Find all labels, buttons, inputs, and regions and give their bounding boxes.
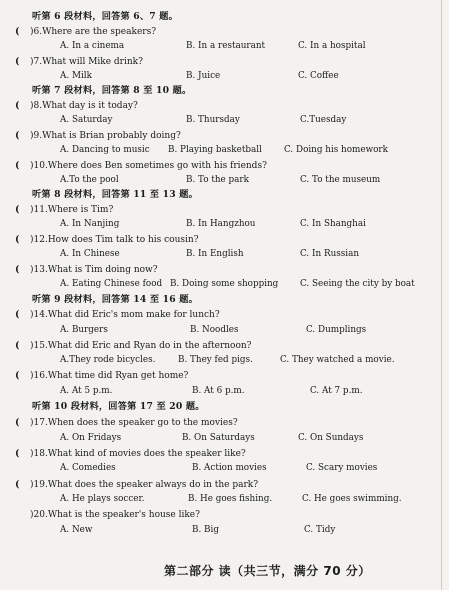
option-a: A.To the pool [60,175,119,185]
question-text: )13.What is Tim doing now? [30,265,158,275]
option-c: C. Seeing the city by boat [300,279,415,289]
option-a: A. In a cinema [60,41,125,51]
option-c: C. On Sundays [298,433,364,443]
option-b: B. At 6 p.m. [192,386,245,396]
part-two-heading: 第二部分 读（共三节，满分 70 分） [164,564,371,578]
question-text: )6.Where are the speakers? [30,27,157,37]
question-text: )17.When does the speaker go to the movies? [30,418,238,428]
answer-paren: ( [15,100,20,111]
question-text: )8.What day is it today? [30,101,138,111]
question-text: )7.What will Mike drink? [30,57,143,67]
option-c: C. Coffee [298,71,339,81]
option-b: B. He goes fishing. [188,494,273,504]
option-a: A. At 5 p.m. [60,386,113,396]
question-text: )19.What does the speaker always do in the park? [30,480,259,490]
option-a: A. He plays soccer. [60,494,145,504]
option-a: A. In Chinese [60,249,120,259]
answer-paren: ( [15,264,20,275]
question-text: )11.Where is Tim? [30,205,114,215]
option-a: A. In Nanjing [60,219,120,229]
section-heading: 听第 8 段材料，回答第 11 至 13 题。 [32,189,199,200]
option-b: B. Thursday [186,115,240,125]
answer-paren: ( [15,370,20,381]
answer-paren: ( [15,204,20,215]
option-b: B. On Saturdays [182,433,255,443]
option-b: B. In English [186,249,244,259]
question-text: )20.What is the speaker's house like? [30,510,200,520]
option-b: B. In a restaurant [186,41,266,51]
option-c: C. They watched a movie. [280,355,395,365]
question-text: )9.What is Brian probably doing? [30,131,181,141]
option-b: B. Action movies [192,463,267,473]
option-b: B. Doing some shopping [170,279,279,289]
option-a: A. Burgers [60,325,108,335]
option-a: A. On Fridays [60,433,122,443]
answer-paren: ( [15,26,20,37]
option-c: C. At 7 p.m. [310,386,363,396]
option-c: C.Tuesday [300,115,347,125]
answer-paren: ( [15,448,20,459]
option-a: A. Dancing to music [60,145,150,155]
option-b: B. Juice [186,71,221,81]
option-b: B. To the park [186,175,249,185]
section-heading: 听第 10 段材料，回答第 17 至 20 题。 [32,401,205,412]
answer-paren: ( [15,56,20,67]
option-c: C. Scary movies [306,463,378,473]
section-heading: 听第 9 段材料，回答第 14 至 16 题。 [32,294,199,305]
answer-paren: ( [15,340,20,351]
question-text: )15.What did Eric and Ryan do in the afternoon? [30,341,252,351]
option-a: A. Milk [60,71,92,81]
answer-paren: ( [15,309,20,320]
option-c: C. To the museum [300,175,381,185]
answer-paren: ( [15,130,20,141]
option-b: B. Noodles [190,325,239,335]
question-text: )16.What time did Ryan get home? [30,371,189,381]
option-c: C. In a hospital [298,41,366,51]
option-a: A.They rode bicycles. [60,355,156,365]
answer-paren: ( [15,234,20,245]
option-c: C. In Russian [300,249,359,259]
option-c: C. Tidy [304,525,336,535]
option-a: A. New [60,525,93,535]
option-a: A. Eating Chinese food [60,279,163,289]
section-heading: 听第 6 段材料，回答第 6、7 题。 [32,11,179,22]
question-text: )10.Where does Ben sometimes go with his friends? [30,161,267,171]
section-heading: 听第 7 段材料，回答第 8 至 10 题。 [32,85,192,96]
page-edge [441,0,442,590]
option-c: C. In Shanghai [300,219,366,229]
option-b: B. Playing basketball [168,145,262,155]
answer-paren: ( [15,160,20,171]
question-text: )12.How does Tim talk to his cousin? [30,235,199,245]
option-b: B. They fed pigs. [178,355,253,365]
answer-paren: ( [15,479,20,490]
option-c: C. Doing his homework [284,145,388,155]
question-text: )14.What did Eric's mom make for lunch? [30,310,220,320]
option-a: A. Saturday [60,115,113,125]
question-text: )18.What kind of movies does the speaker like? [30,449,246,459]
option-c: C. Dumplings [306,325,367,335]
answer-paren: ( [15,417,20,428]
option-b: B. Big [192,525,219,535]
option-a: A. Comedies [60,463,116,473]
option-c: C. He goes swimming. [302,494,402,504]
option-b: B. In Hangzhou [186,219,256,229]
